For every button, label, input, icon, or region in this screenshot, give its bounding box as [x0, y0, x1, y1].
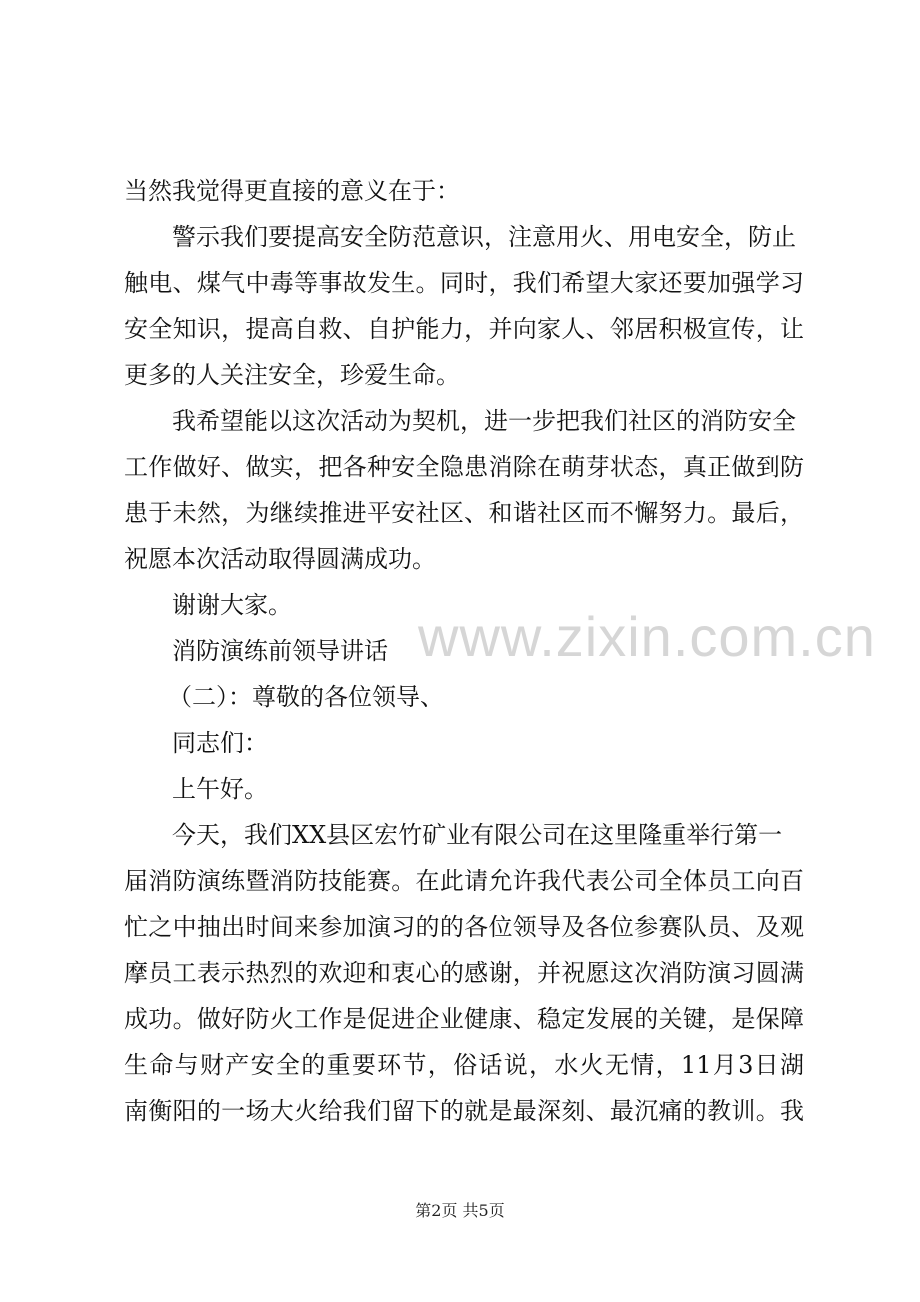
text-line: 更多的人关注安全，珍爱生命。 [124, 361, 460, 389]
greeting-line: 上午好。 [172, 775, 268, 803]
text-line: 南衡阳的一场大火给我们留下的就是最深刻、最沉痛的教训。我 [124, 1097, 804, 1125]
text-line: 当然我觉得更直接的意义在于： [124, 177, 460, 205]
salutation-line: （二）：尊敬的各位领导、 [168, 683, 444, 711]
text-line: 触电、煤气中毒等事故发生。同时，我们希望大家还要加强学习 [124, 269, 804, 297]
text-line: 我希望能以这次活动为契机，进一步把我们社区的消防安全 [172, 407, 796, 435]
salutation-line: 同志们： [172, 729, 268, 757]
text-line: 安全知识，提高自救、自护能力，并向家人、邻居积极宣传，让 [124, 315, 804, 343]
text-line: 成功。做好防火工作是促进企业健康、稳定发展的关键，是保障 [124, 1005, 804, 1033]
text-line: 患于未然，为继续推进平安社区、和谐社区而不懈努力。最后， [124, 499, 804, 527]
section-heading: 消防演练前领导讲话 [172, 637, 388, 665]
text-line: 忙之中抽出时间来参加演习的的各位领导及各位参赛队员、及观 [124, 913, 804, 941]
text-line: 今天，我们XX县区宏竹矿业有限公司在这里隆重举行第一 [172, 821, 783, 849]
text-line: 摩员工表示热烈的欢迎和衷心的感谢，并祝愿这次消防演习圆满 [124, 959, 804, 987]
watermark: www.zixin.com.cn [418, 605, 876, 668]
page-footer: 第2页 共5页 [415, 1201, 505, 1220]
text-line: 谢谢大家。 [172, 591, 292, 619]
text-line: 生命与财产安全的重要环节，俗话说，水火无情，11月3日湖 [124, 1051, 804, 1079]
text-line: 警示我们要提高安全防范意识，注意用火、用电安全，防止 [172, 223, 796, 251]
text-line: 祝愿本次活动取得圆满成功。 [124, 545, 436, 573]
text-line: 工作做好、做实，把各种安全隐患消除在萌芽状态，真正做到防 [124, 453, 804, 481]
text-line: 届消防演练暨消防技能赛。在此请允许我代表公司全体员工向百 [124, 867, 804, 895]
